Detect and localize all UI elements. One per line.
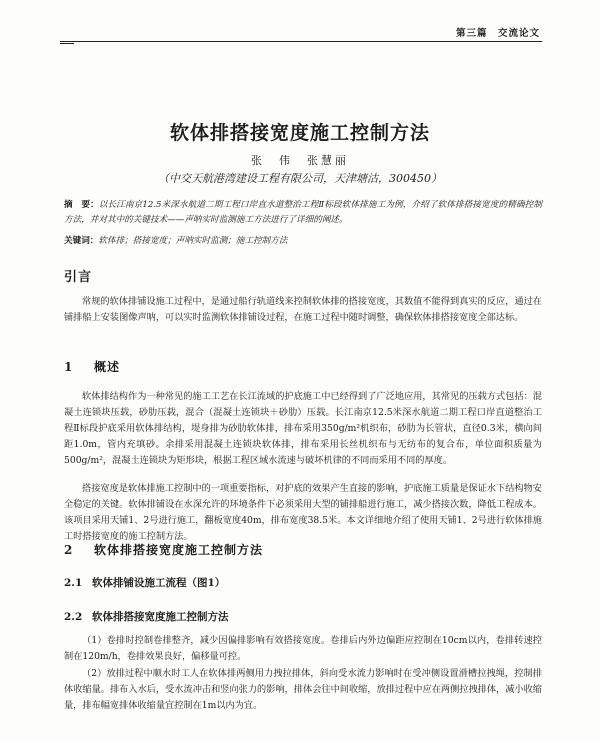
section-2-1-number: 2.1 bbox=[64, 577, 83, 589]
section-1-heading bbox=[64, 358, 120, 375]
section-2-heading bbox=[64, 541, 263, 558]
section-2-2-heading bbox=[64, 609, 229, 624]
running-header: 第三篇 交流论文 bbox=[455, 28, 540, 39]
section-1-paragraph-2: 搭接宽度是软体排施工控制中的一项重要指标，对护底的效果产生直接的影响，护底施工质量是保证水下结构物安全稳定的关键。软体排铺设在水深允许的环境条件下必须采用大型的铺排船进行施工，减少搭接次数，降低工程成本。该项目采用天铺1、2号进行施工，翻板宽度40m，排布宽度38.5米。本文详细地介绍了使用天铺1、2号进行软体排施工时搭接宽度的施工控制方法。 bbox=[64, 483, 542, 542]
section-1-paragraph-1: 软体排结构作为一种常见的施工工艺在长江流域的护底施工中已经得到了广泛地应用，其常见的压载方式包括：混凝土连锁块压载，砂肋压载，混合（混凝土连锁块＋砂肋）压载。长江南京12.5米深水航道二期工程口岸直道整治工程Ⅱ标段护底采用软体排结构，堤身排为砂肋软体排，排布采用350g/m²机织布，砂肋为长管状，直径0.3米，横向间距1.0m，管内充填砂。余排采用混凝土连锁块软体排，排布采用长丝机织布与无纺布的复合布，单位面积质量为500g/m²，混凝土连锁块为矩形块，根据工程区域水流速与破坏机律的不同而采用不同的厚度。 bbox=[64, 391, 542, 466]
section-2-1-heading bbox=[64, 575, 225, 590]
header-rule bbox=[60, 41, 542, 42]
header-left-mark bbox=[60, 43, 74, 44]
keywords-label: 关键词： bbox=[64, 236, 99, 246]
paper-authors: 张 伟 张慧丽 bbox=[251, 154, 349, 167]
abstract-label: 摘 要： bbox=[64, 200, 99, 210]
section-1-title: 概述 bbox=[94, 360, 121, 374]
intro-paragraph: 常规的软体排铺设施工过程中，是通过船行轨道线来控制软体排的搭接宽度，其数值不能得到真实的反应，通过在铺排船上安装图像声呐，可以实时监测软体排铺设过程，在施工过程中随时调整，确保软体排搭接宽度全部达标。 bbox=[64, 296, 542, 323]
keywords-text: 软体排；搭接宽度；声呐实时监测；施工控制方法 bbox=[98, 236, 288, 246]
paper-title: 软体排搭接宽度施工控制方法 bbox=[169, 122, 430, 144]
section-2-2-paragraph-2: （2）放排过程中顺水时工人在软体排两侧用力拽拉排体，斜向受水流力影响时在受冲侧设置滑槽拉拽绳，控制排体收缩量。排布入水后，受水流冲击和竖向张力的影响，排体会往中间收缩，放排过程中应在两侧拉拽排体，减小收缩量，排布幅宽排体收缩量宜控制在1m以内为宜。 bbox=[64, 668, 542, 711]
section-2-number: 2 bbox=[64, 543, 74, 557]
abstract-text: 以长江南京12.5米深水航道二期工程口岸直水道整治工程Ⅱ标段软体排施工为例，介绍了软体排搭接宽度的精确控制方法，并对其中的关键技术——声呐实时监测施工方法进行了详细的阐述。 bbox=[64, 200, 542, 225]
section-2-title: 软体排搭接宽度施工控制方法 bbox=[94, 543, 264, 557]
abstract bbox=[64, 198, 542, 228]
section-2-2-number: 2.2 bbox=[64, 611, 83, 623]
section-2-2-paragraph-1: （1）卷排时控制卷排整齐，减少因偏排影响有效搭接宽度。卷排后内外边偏距应控制在10cm以内，卷排转速控制在120m/h，卷排效果良好，偏移量可控。 bbox=[64, 635, 542, 662]
section-2-1-title: 软体排铺设施工流程（图1） bbox=[92, 577, 226, 589]
keywords bbox=[64, 234, 542, 249]
paper-affiliation: （中交天航港湾建设工程有限公司，天津塘沽，300450） bbox=[158, 172, 442, 185]
intro-heading: 引言 bbox=[64, 270, 93, 285]
section-1-number: 1 bbox=[64, 360, 74, 374]
section-2-2-title: 软体排搭接宽度施工控制方法 bbox=[92, 611, 229, 623]
